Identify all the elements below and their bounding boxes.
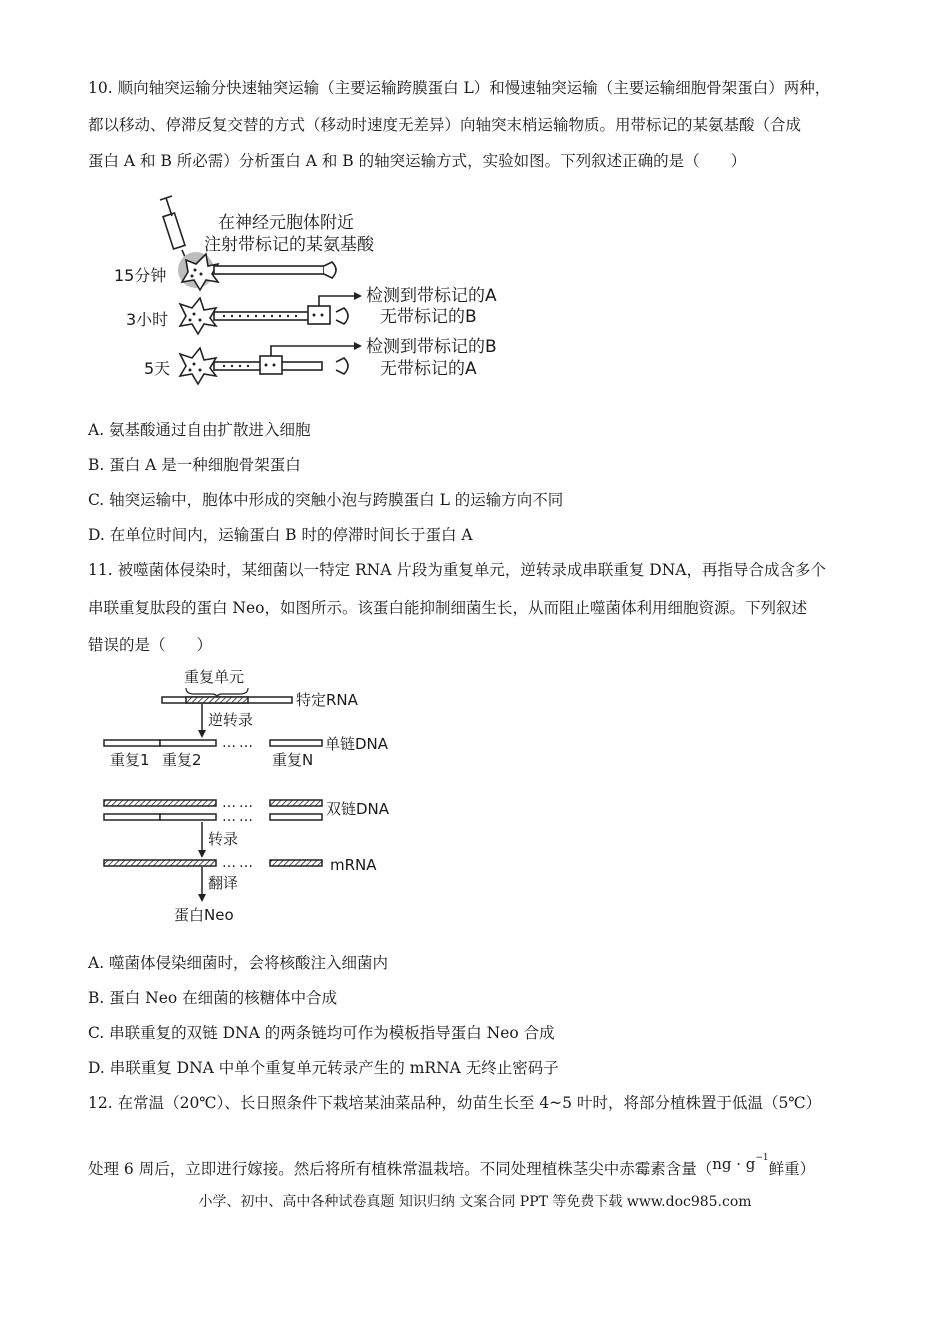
repeat2-label: 重复2: [162, 751, 202, 769]
neuron-5d: [180, 348, 348, 384]
arrow-3h: [319, 296, 354, 306]
ssdna-repeat-1: [104, 740, 160, 746]
inject-text-line1: 在神经元胞体附近: [218, 213, 354, 233]
q12-line-1: 12. 在常温（20℃）、长日照条件下栽培某油菜品种，幼苗生长至 4~5 叶时，将部分植株置于低温（5℃）: [88, 1094, 822, 1112]
q12-line-2: [88, 1148, 815, 1179]
time-label-3h: 3小时: [126, 310, 169, 329]
ssdna-repeat-2: [160, 740, 216, 746]
result1-line1: 检测到带标记的A: [366, 286, 497, 306]
q12-line-2-before: 处理 6 周后，立即进行嫁接。然后将所有植株常温栽培。不同处理植株茎尖中赤霉素含量（: [88, 1160, 713, 1178]
q11-option-d: D. 串联重复 DNA 中单个重复单元转录产生的 mRNA 无终止密码子: [88, 1059, 559, 1077]
ellipsis-dots: ……: [222, 735, 256, 751]
time-label-15min: 15分钟: [114, 266, 167, 285]
q10-line-2: 都以移动、停滞反复交替的方式（移动时速度无差异）向轴突末梢运输物质。用带标记的某氨基酸（合成: [88, 116, 802, 134]
q11-neo-synthesis-figure: [100, 664, 410, 926]
dsdna-bottom-1: [104, 814, 160, 820]
specific-rna-label: 特定RNA: [296, 691, 358, 709]
inject-text-line2: 注射带标记的某氨基酸: [204, 235, 374, 255]
q11-option-b: B. 蛋白 Neo 在细菌的核糖体中合成: [88, 989, 338, 1007]
arrow-down-icon: [198, 894, 206, 902]
arrow-5d: [271, 346, 354, 356]
q11-option-c: C. 串联重复的双链 DNA 的两条链均可作为模板指导蛋白 Neo 合成: [88, 1024, 555, 1042]
q10-option-d: D. 在单位时间内，运输蛋白 B 时的停滞时间长于蛋白 A: [88, 526, 473, 544]
ellipsis-dots: ……: [222, 855, 256, 871]
arrow-down-icon: [198, 730, 206, 738]
q11-line-3: 错误的是（ ）: [88, 636, 213, 654]
dsdna-label: 双链DNA: [326, 800, 390, 818]
q10-option-b: B. 蛋白 A 是一种细胞骨架蛋白: [88, 456, 301, 474]
q10-option-a: A. 氨基酸通过自由扩散进入细胞: [88, 421, 311, 439]
q10-axon-transport-figure: [100, 192, 520, 392]
transcription-label: 转录: [208, 830, 239, 848]
ellipsis-dots: ……: [222, 809, 256, 825]
ssdna-label: 单链DNA: [325, 735, 389, 753]
page-footer: 小学、初中、高中各种试卷真题 知识归纳 文案合同 PPT 等免费下载 www.doc985.com: [198, 1194, 752, 1210]
ellipsis-dots: ……: [222, 795, 256, 811]
protein-neo-label: 蛋白Neo: [174, 906, 234, 924]
dsdna-bottom-2: [160, 814, 216, 820]
mrna-label: mRNA: [330, 856, 377, 874]
dsdna-bottom-n: [270, 814, 322, 820]
arrow-down-icon: [198, 850, 206, 858]
ssdna-repeat-n: [270, 740, 322, 746]
time-label-5d: 5天: [144, 359, 171, 378]
q10-option-c: C. 轴突运输中，胞体中形成的突触小泡与跨膜蛋白 L 的运输方向不同: [88, 491, 564, 509]
q12-unit-exponent: −1: [755, 1153, 769, 1163]
q11-line-1: 11. 被噬菌体侵染时，某细菌以一特定 RNA 片段为重复单元，逆转录成串联重复 DNA，再指导合成含多个: [88, 561, 826, 579]
repeat-unit-label: 重复单元: [184, 668, 245, 686]
result2-line1: 检测到带标记的B: [366, 337, 497, 357]
arrowhead-icon: [354, 292, 362, 300]
q10-line-3: 蛋白 A 和 B 所必需）分析蛋白 A 和 B 的轴突运输方式，实验如图。下列叙述正确的是（ ）: [88, 152, 747, 170]
mrna-strand: [104, 860, 216, 866]
result2-line2: 无带标记的A: [380, 359, 477, 379]
q11-option-a: A. 噬菌体侵染细菌时，会将核酸注入细菌内: [88, 954, 389, 972]
repeat1-label: 重复1: [110, 751, 150, 769]
result1-line2: 无带标记的B: [380, 307, 477, 327]
reverse-transcription-label: 逆转录: [208, 711, 254, 729]
repeatN-label: 重复N: [272, 751, 314, 769]
mrna-strand-n: [270, 860, 322, 866]
translation-label: 翻译: [208, 874, 239, 892]
q11-line-2: 串联重复肽段的蛋白 Neo，如图所示。该蛋白能抑制细菌生长，从而阻止噬菌体利用细胞资源。下列叙述: [88, 599, 807, 617]
rna-repeat-segment: [186, 697, 248, 703]
q12-unit: ng · g: [712, 1155, 756, 1173]
q10-line-1: 10. 顺向轴突运输分快速轴突运输（主要运输跨膜蛋白 L）和慢速轴突运输（主要运输细胞骨架蛋白）两种，: [88, 79, 831, 97]
q12-line-2-after: 鲜重）: [768, 1160, 816, 1178]
arrowhead-icon: [354, 342, 362, 350]
dsdna-strand-top-n: [270, 800, 322, 806]
syringe-icon: [160, 196, 188, 264]
dsdna-strand-top: [104, 800, 216, 806]
